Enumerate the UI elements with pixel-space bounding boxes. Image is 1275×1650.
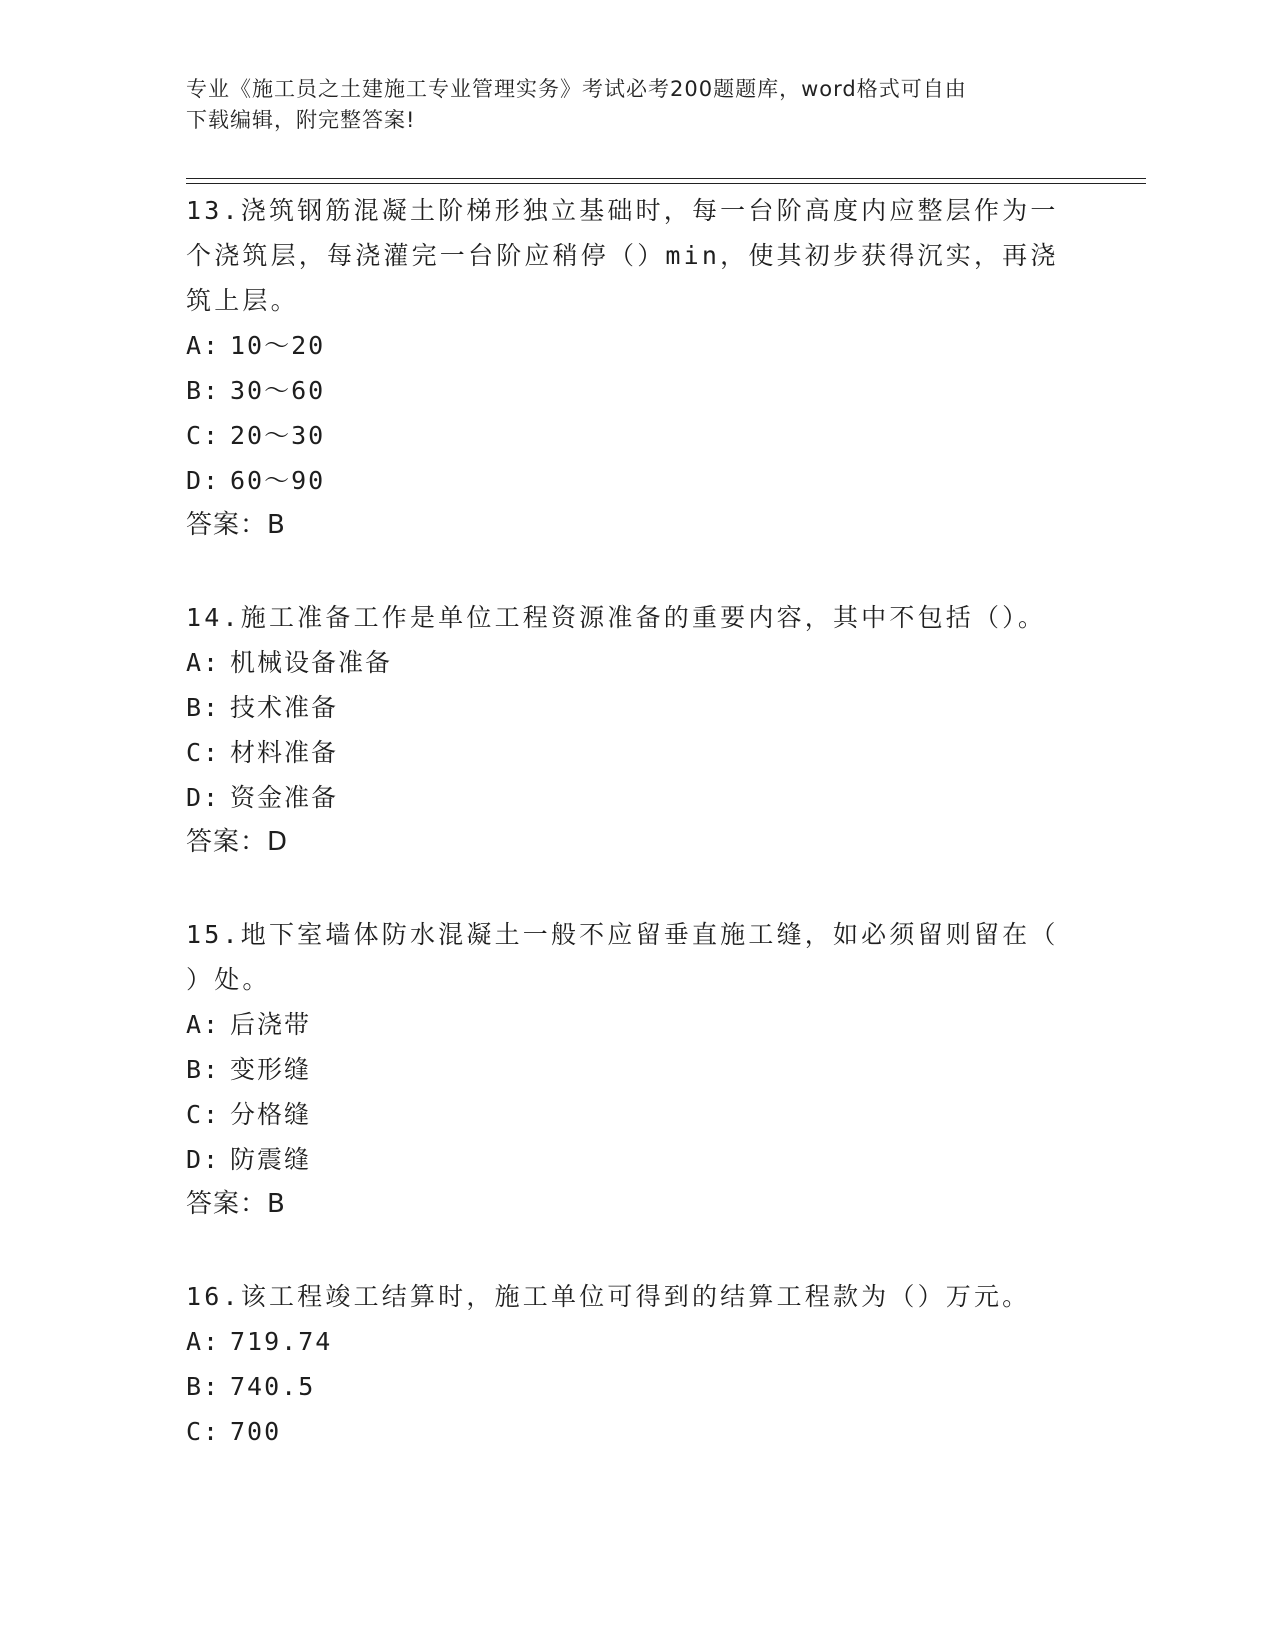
- question-15: [186, 912, 1086, 1227]
- question-number: 16.: [186, 1282, 241, 1311]
- question-number: 15.: [186, 920, 241, 949]
- question-16: [186, 1274, 1086, 1454]
- option-b: B: 技术准备: [186, 693, 339, 722]
- question-text-line: 个浇筑层，每浇灌完一台阶应稍停（）min，使其初步获得沉实，再浇: [186, 241, 1059, 270]
- question-text-line: 筑上层。: [186, 286, 299, 315]
- question-text-line: 16.该工程竣工结算时，施工单位可得到的结算工程款为（）万元。: [186, 1282, 1031, 1311]
- option-c: C: 材料准备: [186, 738, 339, 767]
- option-b: B: 740.5: [186, 1372, 316, 1401]
- question-14: [186, 595, 1086, 865]
- option-b: B: 30～60: [186, 376, 326, 405]
- answer-line: 答案：D: [186, 827, 289, 857]
- question-number: 14.: [186, 603, 241, 632]
- option-a: A: 后浇带: [186, 1010, 312, 1039]
- question-list: [186, 188, 1086, 1454]
- header-line-1: 专业《施工员之土建施工专业管理实务》考试必考200题题库，word格式可自由: [186, 77, 967, 101]
- answer-line: 答案：B: [186, 510, 286, 540]
- question-text-line: 14.施工准备工作是单位工程资源准备的重要内容，其中不包括（）。: [186, 603, 1047, 632]
- question-text-line: 15.地下室墙体防水混凝土一般不应留垂直施工缝，如必须留则留在（: [186, 920, 1059, 949]
- option-a: A: 719.74: [186, 1327, 333, 1356]
- header-rule-top: [186, 178, 1146, 179]
- option-c: C: 分格缝: [186, 1100, 312, 1129]
- document-header: [186, 74, 1066, 136]
- question-13: [186, 188, 1086, 548]
- option-d: D: 防震缝: [186, 1145, 312, 1174]
- header-rule-bottom: [186, 183, 1146, 184]
- option-b: B: 变形缝: [186, 1055, 312, 1084]
- option-a: A: 机械设备准备: [186, 648, 393, 677]
- question-text-line: ）处。: [186, 965, 271, 994]
- option-c: C: 20～30: [186, 421, 326, 450]
- option-a: A: 10～20: [186, 331, 326, 360]
- question-text-line: 13.浇筑钢筋混凝土阶梯形独立基础时，每一台阶高度内应整层作为一: [186, 196, 1059, 225]
- header-line-2: 下载编辑，附完整答案!: [186, 108, 416, 132]
- question-number: 13.: [186, 196, 241, 225]
- option-d: D: 资金准备: [186, 783, 339, 812]
- answer-line: 答案：B: [186, 1189, 286, 1219]
- option-c: C: 700: [186, 1417, 282, 1446]
- option-d: D: 60～90: [186, 466, 326, 495]
